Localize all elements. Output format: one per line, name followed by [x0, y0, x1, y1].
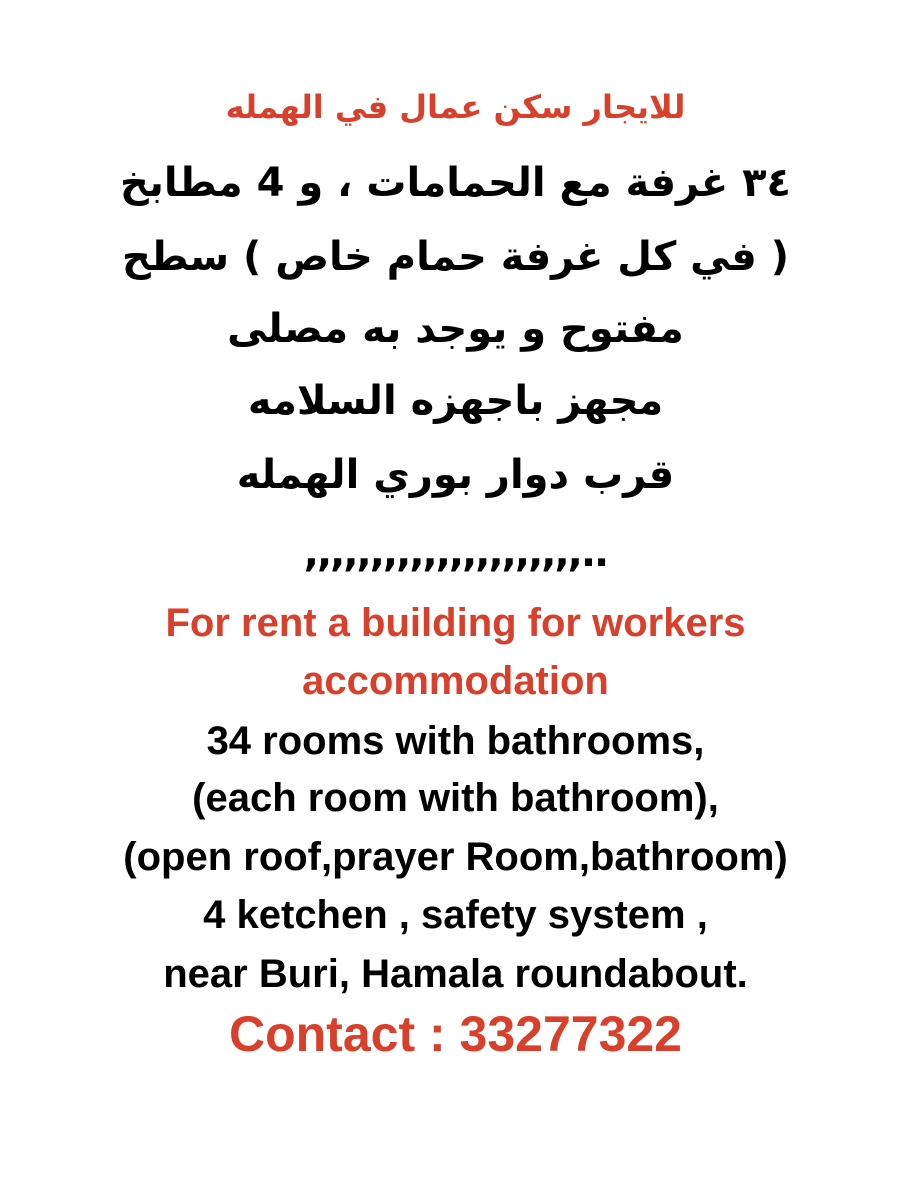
arabic-line-rooms: ٣٤ غرفة مع الحمامات ، و 4 مطابخ: [120, 160, 791, 206]
separator: ,,,,,,,,,,,,,,,,,,,,,..: [303, 530, 608, 576]
arabic-line-safety: مجهز باجهزه السلامه: [247, 378, 664, 424]
english-title-line-1: For rent a building for workers: [165, 601, 746, 645]
contact-phone: Contact : 33277322: [228, 1006, 682, 1062]
english-line-each-room: (each room with bathroom),: [192, 776, 719, 820]
english-line-rooms: 34 rooms with bathrooms,: [206, 719, 705, 763]
english-line-location: near Buri, Hamala roundabout.: [163, 952, 748, 996]
english-title-line-2: accommodation: [302, 659, 609, 703]
english-line-kitchens: 4 ketchen , safety system ,: [203, 893, 708, 937]
arabic-line-private-bathroom: ( في كل غرفة حمام خاص ) سطح: [121, 234, 790, 280]
english-line-amenities: (open roof,prayer Room,bathroom): [123, 835, 788, 879]
arabic-line-location: قرب دوار بوري الهمله: [236, 452, 675, 498]
arabic-title: للايجار سكن عمال في الهمله: [225, 88, 686, 126]
arabic-line-open-roof: مفتوح و يوجد به مصلى: [227, 306, 684, 352]
